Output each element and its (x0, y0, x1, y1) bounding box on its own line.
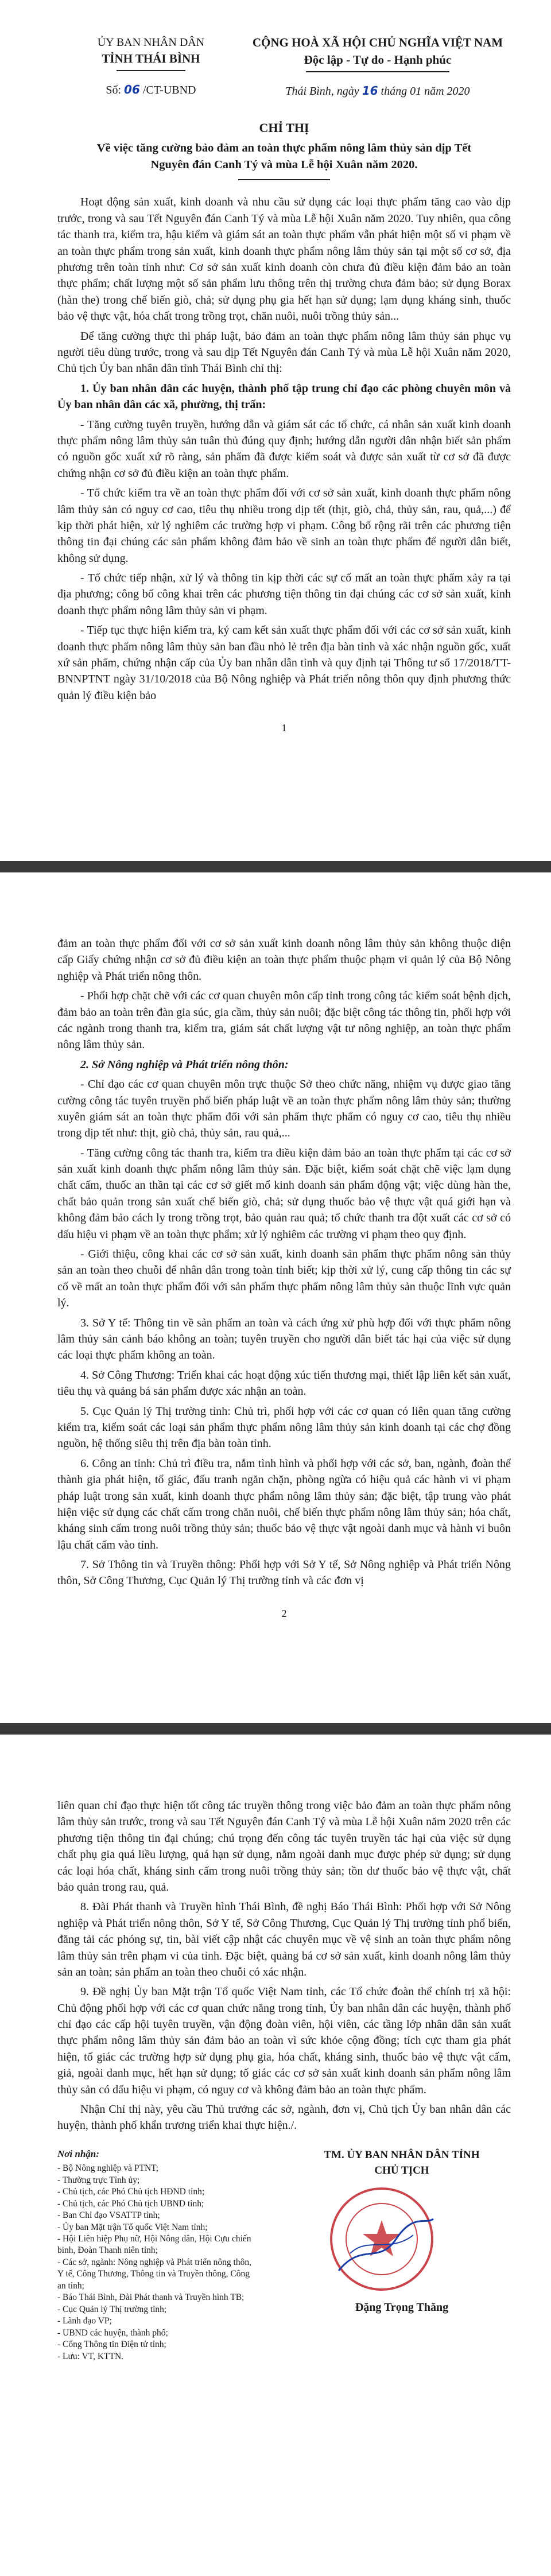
stamp-area (293, 2179, 511, 2299)
section-5: 5. Cục Quản lý Thị trường tỉnh: Chủ trì, phối hợp với các cơ quan có liên quan tăng cường kiểm tra, kiểm soát các loại sản phẩm thực phẩm nông lâm thủy sản kinh doanh tại các chợ đồng nguồn, hệ thống siêu thị trên địa bàn toàn tỉnh. (57, 1405, 511, 1450)
recipient-item: - Lưu: VT, KTTN. (57, 2351, 124, 2361)
recipient-item: - Các sở, ngành: Nông nghiệp và Phát triển nông thôn, Y tế, Công Thương, Thông tin và Truyền thông, Công an tỉnh; (57, 2257, 251, 2291)
motto: Độc lập - Tự do - Hạnh phúc (304, 52, 452, 67)
motto-rule (306, 71, 449, 72)
section-2-item-3: - Giới thiệu, công khai các cơ sở sản xuất, kinh doanh sản phẩm thực phẩm nông sản thủy sản an toàn theo chuỗi để nhân dân trong toàn tỉnh biết; kịp thời xử lý, cung cấp thông tin các sự cố về mất an toàn thực phẩm đối với sản phẩm thực phẩm nông lâm thủy sản thuộc lĩnh vực quản lý. (57, 1248, 511, 1310)
section-4: 4. Sở Công Thương: Triển khai các hoạt động xúc tiến thương mại, thiết lập liên kết sản xuất, tiêu thụ và quảng bá sản phẩm được xác nhận an toàn. (57, 1368, 511, 1398)
section-1-item-1: - Tăng cường tuyên truyền, hướng dẫn và giám sát các tổ chức, cá nhân sản xuất kinh doanh thực phẩm nông lâm thủy sản tuân thủ đúng quy định; hướng dẫn người dân nhận biết sản phẩm có nguồn gốc xuất xứ rõ ràng, sản phẩm đã được kiểm soát và được sản xuất từ cơ sở đã được chứng nhận cơ sở đủ điều kiện an toàn thực phẩm. (57, 418, 511, 480)
closing-paragraph: Nhận Chỉ thị này, yêu cầu Thủ trưởng các sở, ngành, đơn vị, Chủ tịch Ủy ban nhân dân các huyện, thành phố khẩn trương triển khai thực hiện./. (57, 2103, 511, 2132)
recipients-block (57, 2148, 258, 2362)
date-day: 16 (362, 83, 378, 98)
section-6: 6. Công an tỉnh: Chủ trì điều tra, nắm tình hình và phối hợp với các sở, ban, ngành, đoàn thể thành gia phát hiện, tổ giác, đấu tranh ngăn chặn, phòng ngừa có hiệu quả các hành vi vi phạm pháp luật trong sản xuất, kinh doanh thực phẩm nông lâm thủy sản; đặc biệt, tập trung vào phát hiện việc sử dụng các chất cấm trong chăn nuôi, chế biến thực phẩm nông lâm thủy sản; hóa chất, kháng sinh cấm trong nuôi trồng thủy sản; thuốc bảo vệ thực vật ngoài danh mục và hành vi buôn lậu chất cấm vào tỉnh. (57, 1457, 511, 1551)
recipient-item: - Ủy ban Mặt trận Tổ quốc Việt Nam tỉnh; (57, 2222, 208, 2232)
document-header (57, 34, 511, 99)
nation-title: CỘNG HOÀ XÃ HỘI CHỦ NGHĨA VIỆT NAM (252, 36, 503, 49)
section-1-item-5: - Phối hợp chặt chẽ với các cơ quan chuyên môn cấp tỉnh trong công tác kiểm soát bệnh dịch, đảm bảo an toàn trên đàn gia súc, gia cầm, thủy sản nuôi; đặc biệt công tác thông tin, phối hợp với các ngành trong thanh tra, kiểm tra, giám sát chất lượng vật tư nông nghiệp, an toàn thực phẩm nông lâm thủy sản. (57, 990, 511, 1052)
page-2 (0, 872, 551, 1723)
doc-number-hand: 06 (124, 83, 140, 97)
recipient-item: - Ban Chỉ đạo VSATTP tỉnh; (57, 2210, 160, 2221)
recipients-title: Nơi nhận: (57, 2148, 99, 2159)
signature-role: CHỦ TỊCH (374, 2164, 429, 2177)
agency-line2: TỈNH THÁI BÌNH (102, 52, 200, 66)
doc-date (245, 83, 511, 99)
recipient-item: - Báo Thái Bình, Đài Phát thanh và Truyền hình TB; (57, 2292, 245, 2303)
page-number: 1 (281, 722, 287, 734)
doc-title: CHỈ THỊ (259, 121, 309, 135)
doc-number-prefix: Số: (106, 84, 122, 97)
page-3 (0, 1735, 551, 2576)
section-8: 8. Đài Phát thanh và Truyền hình Thái Bình, đề nghị Báo Thái Bình: Phối hợp với Sở Nông nghiệp và Phát triển nông thôn, Sở Y tế, Sở Công Thương, Cục Quản lý Thị trường tỉnh phổ biến, đăng tải các phóng sự, tin, bài viết cập nhật các chuyên mục về vệ sinh an toàn thực phẩm nông lâm thủy sản trên phạm vi của tỉnh. Đặc biệt, quảng bá cơ sở sản xuất, kinh doanh nông lâm thủy sản an toàn; sản phẩm an toàn theo chuỗi có xác nhận. (57, 1900, 511, 1978)
doc-number-suffix: /CT-UBND (142, 84, 196, 97)
section-2-heading: 2. Sở Nông nghiệp và Phát triển nông thôn: (80, 1058, 289, 1071)
section-1-heading: 1. Ủy ban nhân dân các huyện, thành phố tập trung chỉ đạo các phòng chuyên môn và Ủy ban nhân dân các xã, phường, thị trấn: (57, 382, 511, 412)
recipient-item: - UBND các huyện, thành phố; (57, 2327, 168, 2338)
date-prefix: Thái Bình, ngày (285, 84, 359, 98)
agency-block (57, 34, 245, 99)
section-9: 9. Đề nghị Ủy ban Mặt trận Tổ quốc Việt Nam tỉnh, các Tổ chức đoàn thể chính trị xã hội: Chủ động phối hợp với các cơ quan chức năng trong tỉnh, Ủy ban nhân dân các huyện, thành phố chỉ đạo các cấp hội tuyên truyền, vận động đoàn viên, hội viên, các tầng lớp nhân dân sản xuất thực phẩm nông lâm thủy sản đảm bảo an toàn vì sức khỏe cộng đồng; tích cực tham gia phát hiện, tố giác các trường hợp sử dụng phụ gia, hóa chất, kháng sinh, thuốc bảo vệ thực vật cấm, giả, ngoài danh mục, hết hạn sử dụng; tố giác các cơ sở sản xuất kinh doanh sản phẩm nông lâm thủy sản có dấu hiệu vi phạm, có nguy cơ và không đảm bảo an toàn thực phẩm. (57, 1985, 511, 2096)
continuation-text: đảm an toàn thực phẩm đối với cơ sở sản xuất kinh doanh nông lâm thủy sản không thuộc diện cấp Giấy chứng nhận cơ sở đủ điều kiện an toàn thực phẩm thuộc phạm vi quản lý của Bộ Nông nghiệp và Phát triển nông thôn. (57, 937, 511, 983)
nation-block (245, 34, 511, 99)
recipient-item: - Chủ tịch, các Phó Chủ tịch HĐND tỉnh; (57, 2187, 205, 2197)
subtitle-rule (238, 179, 330, 180)
page-number: 2 (281, 1607, 287, 1619)
recipient-item: - Chủ tịch, các Phó Chủ tịch UBND tỉnh; (57, 2198, 204, 2209)
section-2-item-2: - Tăng cường công tác thanh tra, kiểm tra điều kiện đảm bảo an toàn thực phẩm tại các cơ sở sản xuất kinh doanh thực phẩm nông lâm thủy sản. Đặc biệt, kiểm soát chặt chẽ việc lạm dụng chất cấm, thuốc an thần tại các cơ sở giết mổ kinh doanh sản phẩm động vật; việc dùng hàn the, chất bảo quản trong sản xuất chế biến giò, chả; sử dụng thuốc bảo vệ thực vật quá giới hạn và không đảm bảo cách ly trong trồng trọt, bảo quản rau quả; tổ chức thanh tra đột xuất các cơ sở có dấu hiệu vi phạm về an toàn thực phẩm; xử lý nghiêm các trường vi phạm theo quy định. (57, 1146, 511, 1241)
official-stamp-icon (327, 2185, 436, 2294)
date-suffix: tháng 01 năm 2020 (381, 84, 470, 98)
agency-rule (117, 70, 185, 71)
section-1-item-2: - Tổ chức kiểm tra về an toàn thực phẩm đối với cơ sở sản xuất, kinh doanh thực phẩm nông lâm thủy sản có nguy cơ cao, tiêu thụ nhiều trong dịp tết (thịt, giò, chả, thủy sản, rau, quả,...) để kịp thời phát hiện, xử lý nghiêm các trường hợp vi phạm. Công bố rộng rãi trên các phương tiện thông tin đại chúng các sản phẩm không đảm bảo về sinh an toàn thực phẩm để người dân biết, không sử dụng. (57, 487, 511, 565)
recipient-item: - Lãnh đạo VP; (57, 2316, 112, 2326)
signature-block (293, 2148, 511, 2362)
recipient-item: - Hội Liên hiệp Phụ nữ, Hội Nông dân, Hội Cựu chiến binh, Đoàn Thanh niên tỉnh; (57, 2233, 251, 2256)
section-2-item-1: - Chỉ đạo các cơ quan chuyên môn trực thuộc Sở theo chức năng, nhiệm vụ được giao tăng cường công tác tuyên truyền phổ biến pháp luật về an toàn thực phẩm nông lâm thủy sản; thường xuyên giám sát an toàn thực phẩm đối với sản phẩm thực phẩm có nguy cơ cao, tiêu thụ nhiều trong dịp tết như: thịt, giò chả, thủy sản, rau quả,... (57, 1078, 511, 1140)
section-1-item-4: - Tiếp tục thực hiện kiểm tra, ký cam kết sản xuất thực phẩm đối với các cơ sở sản xuất, kinh doanh thực phẩm nông lâm thủy sản ban đầu nhỏ lẻ trên địa bàn tỉnh và xác nhận nguồn gốc, xuất xứ sản phẩm, chứng nhận cấp của Ủy ban nhân dân tỉnh và quy định tại Thông tư số 17/2018/TT-BNNPTNT ngày 31/10/2018 của Bộ Nông nghiệp và Phát triển nông thôn quy định phương thức quản lý điều kiện bảo (57, 624, 511, 702)
recipient-item: - Bộ Nông nghiệp và PTNT; (57, 2163, 159, 2174)
intro-paragraph-1: Hoạt động sản xuất, kinh doanh và nhu cầu sử dụng các loại thực phẩm tăng cao vào dịp trước, trong và sau Tết Nguyên đán Canh Tý và mùa Lễ hội Xuân năm 2020. Tuy nhiên, qua công tác thanh tra, kiểm tra, hậu kiểm và giám sát an toàn thực phẩm vẫn phát hiện một số vi phạm về an toàn thực phẩm trong sản xuất, kinh doanh thực phẩm nông lâm thủy sản tại một số cơ sở, địa phương trên toàn tỉnh như: Cơ sở sản xuất kinh doanh còn chưa đủ điều kiện đảm bảo an toàn thực phẩm; chất lượng một số sản phẩm lưu thông trên thị trường chưa đảm bảo; sử dụng Borax (hàn the) trong chế biến giò, chả; sử dụng phụ gia hết hạn sử dụng; lạm dụng kháng sinh, thuốc bảo vệ thực vật, hóa chất trong trồng trọt, chăn nuôi, nuôi trồng thủy sản... (57, 196, 511, 323)
signature-area (57, 2148, 511, 2362)
section-7: 7. Sở Thông tin và Truyền thông: Phối hợp với Sở Y tế, Sở Nông nghiệp và Phát triển Nông thôn, Sở Công Thương, Cục Quản lý Thị trường tỉnh và các đơn vị (57, 1558, 511, 1588)
signer-name: Đặng Trọng Thăng (355, 2300, 449, 2314)
agency-line1: ỦY BAN NHÂN DÂN (97, 36, 205, 49)
doc-number (57, 82, 245, 98)
recipient-item: - Cục Quản lý Thị trường tỉnh; (57, 2304, 167, 2314)
page-1 (0, 0, 551, 861)
doc-subtitle: Về việc tăng cường bảo đảm an toàn thực phẩm nông lâm thủy sản dịp Tết Nguyên đán Canh Tý và mùa Lễ hội Xuân năm 2020. (96, 142, 472, 172)
section-3: 3. Sở Y tế: Thông tin về sản phẩm an toàn và cách ứng xử phù hợp đối với thực phẩm nông lâm thủy sản cảnh báo không an toàn; tuyên truyền cho người dân biết tác hại của việc sử dụng các loại thực phẩm không an toàn. (57, 1316, 511, 1362)
intro-paragraph-2: Để tăng cường thực thi pháp luật, bảo đảm an toàn thực phẩm nông lâm thủy sản phục vụ người tiêu dùng trước, trong và sau dịp Tết Nguyên đán Canh Tý và mùa Lễ hội Xuân năm 2020, Chủ tịch Ủy ban nhân dân tỉnh Thái Bình chỉ thị: (57, 329, 511, 375)
section-1-item-3: - Tổ chức tiếp nhận, xử lý và thông tin kịp thời các sự cố mất an toàn thực phẩm xảy ra tại địa phương; công bố công khai trên các phương tiện thông tin đại chúng các cơ sở sản xuất, kinh doanh thực phẩm nông lâm thủy sản vi phạm. (57, 572, 511, 617)
recipient-item: - Cổng Thông tin Điện tử tỉnh; (57, 2340, 166, 2350)
recipient-item: - Thường trực Tỉnh ủy; (57, 2175, 140, 2185)
continuation-text: liên quan chỉ đạo thực hiện tốt công tác truyền thông trong việc bảo đảm an toàn thực phẩm nông lâm thủy sản trước, trong và sau Tết Nguyên đán Canh Tý và mùa Lễ hội Xuân năm 2020 trên các phương tiện thông tin đại chúng; chú trọng đến công tác tuyên truyền tác hại của việc sử dụng chất phụ gia quá liều lượng, quá hạn sử dụng, nằm ngoài danh mục được phép sử dụng; sử dụng các loại hóa chất, kháng sinh cấm trong nuôi trồng thủy sản; tồn dư thuốc bảo vệ thực vật, chất bảo quản trong rau, quả. (57, 1799, 511, 1894)
signature-org: TM. ỦY BAN NHÂN DÂN TỈNH (324, 2148, 480, 2161)
